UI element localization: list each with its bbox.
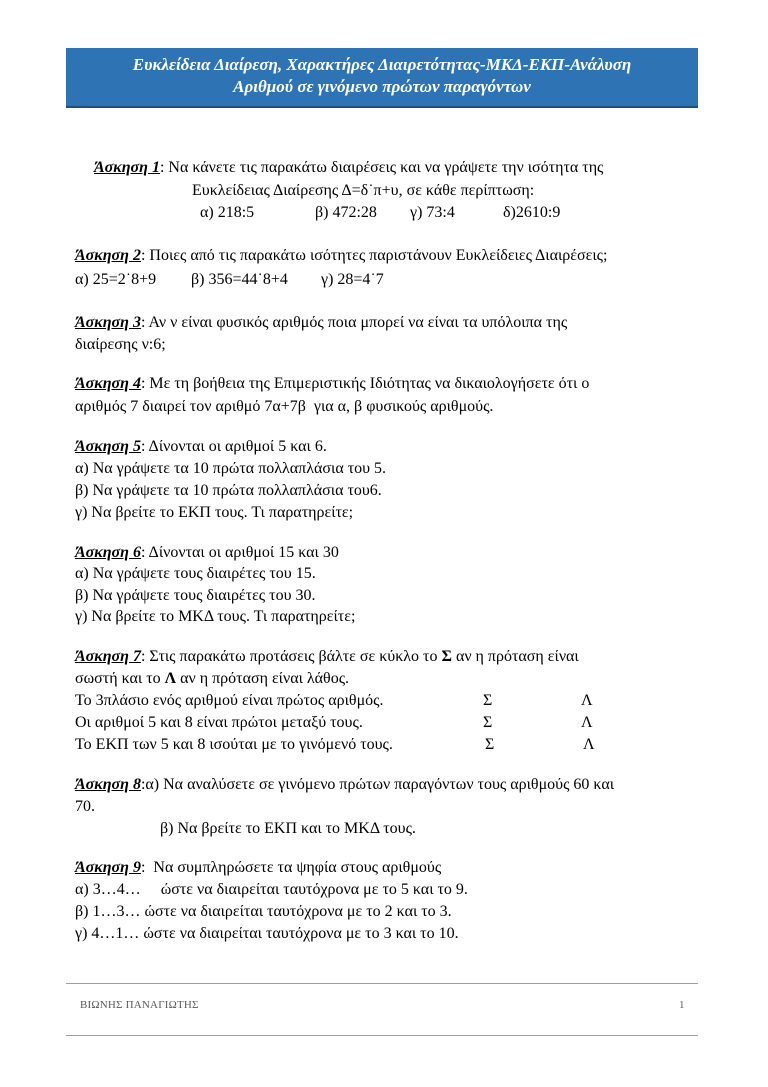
exercise-1-item-c: γ) 73:4 [410, 204, 455, 221]
exercise-5-label: Άσκηση 5 [75, 438, 141, 455]
exercise-1-label: Άσκηση 1 [94, 159, 160, 176]
exercise-9-text: : Να συμπληρώσετε τα ψηφία στους αριθμούς [140, 859, 442, 876]
exercise-9-label: Άσκηση 9 [75, 859, 141, 876]
exercise-9-line4: γ) 4…1… ώστε να διαιρείται ταυτόχρονα με το 3 και το 10. [75, 925, 459, 942]
statement-1-true: Σ [483, 692, 493, 709]
exercise-8-line2: 70. [75, 798, 95, 815]
footer-page-number: 1 [679, 999, 685, 1011]
exercise-9-line2: α) 3…4… ώστε να διαιρείται ταυτόχρονα με το 5 και το 9. [75, 881, 468, 898]
exercise-6-line4: γ) Να βρείτε το ΜΚΔ τους. Τι παρατηρείτε; [75, 608, 356, 625]
exercise-2-line1 [75, 246, 607, 266]
exercise-5-line4: γ) Να βρείτε το ΕΚΠ τους. Τι παρατηρείτε; [75, 504, 354, 521]
exercise-8-line3: β) Να βρείτε το ΕΚΠ και το ΜΚΔ τους. [160, 820, 416, 837]
exercise-8-label: Άσκηση 8 [75, 776, 141, 793]
exercise-7-text-c: σωστή και το [75, 670, 165, 687]
exercise-4-text: : Με τη βοήθεια της Επιμεριστικής Ιδιότητας να δικαιολογήσετε ότι ο [140, 375, 590, 392]
document-header [66, 48, 698, 108]
exercise-8-text: :α) Να αναλύσετε σε γινόμενο πρώτων παραγόντων τους αριθμούς 60 και [140, 776, 615, 793]
statement-2-true: Σ [483, 714, 493, 731]
footer-bottom-divider [66, 1035, 698, 1036]
statement-3-true: Σ [485, 736, 495, 753]
exercise-3-label: Άσκηση 3 [75, 314, 141, 331]
exercise-5-line3: β) Να γράψετε τα 10 πρώτα πολλαπλάσια του6. [75, 482, 382, 499]
exercise-7-text-b: αν η πρόταση είναι [451, 648, 579, 665]
statement-3-false: Λ [583, 736, 595, 753]
exercise-1-item-d: δ)2610:9 [503, 204, 561, 221]
statement-2-text: Οι αριθμοί 5 και 8 είναι πρώτοι μεταξύ τους. [75, 714, 363, 731]
exercise-7-sigma: Σ [441, 648, 452, 665]
exercise-5-text: : Δίνονται οι αριθμοί 5 και 6. [140, 438, 327, 455]
exercise-1-item-b: β) 472:28 [315, 204, 377, 221]
statement-1-text: Το 3πλάσιο ενός αριθμού είναι πρώτος αριθμός. [75, 692, 384, 709]
exercise-4-label: Άσκηση 4 [75, 375, 141, 392]
footer-divider [66, 983, 698, 984]
footer-author: ΒΙΩΝΗΣ ΠΑΝΑΓΙΩΤΗΣ [80, 999, 199, 1011]
exercise-7-text-a: : Στις παρακάτω προτάσεις βάλτε σε κύκλο το [140, 648, 442, 665]
exercise-2-item-a: α) 25=2˙8+9 [75, 271, 157, 288]
exercise-1-text: : Να κάνετε τις παρακάτω διαιρέσεις και να γράψετε την ισότητα της [159, 159, 604, 176]
exercise-6-line3: β) Να γράψετε τους διαιρέτες του 30. [75, 587, 316, 604]
exercise-5-line1 [75, 437, 327, 457]
exercise-1-line1 [94, 158, 603, 178]
exercise-2-item-c: γ) 28=4˙7 [321, 271, 384, 288]
exercise-1-line2: Ευκλείδειας Διαίρεσης Δ=δ˙π+υ, σε κάθε περίπτωση: [192, 182, 535, 199]
exercise-2-item-b: β) 356=44˙8+4 [191, 271, 288, 288]
exercise-4-line1 [75, 374, 589, 394]
exercise-6-line1 [75, 543, 339, 563]
statement-3-text: Το ΕΚΠ των 5 και 8 ισούται με το γινόμενό τους. [75, 736, 393, 753]
exercise-3-line1 [75, 313, 567, 333]
header-title-line2: Αριθμού σε γινόμενο πρώτων παραγόντων [233, 77, 531, 96]
statement-1-false: Λ [581, 692, 593, 709]
exercise-3-line2: διαίρεσης ν:6; [75, 336, 166, 353]
exercise-3-text: : Αν ν είναι φυσικός αριθμός ποια μπορεί να είναι τα υπόλοιπα της [140, 314, 568, 331]
exercise-7-line2 [75, 669, 349, 689]
exercise-6-label: Άσκηση 6 [75, 544, 141, 561]
exercise-2-text: : Ποιες από τις παρακάτω ισότητες παριστάνουν Ευκλείδειες Διαιρέσεις; [140, 247, 608, 264]
exercise-8-line1 [75, 775, 614, 795]
exercise-9-line3: β) 1…3… ώστε να διαιρείται ταυτόχρονα με το 2 και το 3. [75, 903, 452, 920]
exercise-7-line1 [75, 647, 579, 667]
header-title-line1: Ευκλείδεια Διαίρεση, Χαρακτήρες Διαιρετότητας-ΜΚΔ-ΕΚΠ-Ανάλυση [132, 55, 632, 74]
exercise-9-line1 [75, 858, 441, 878]
exercise-1-item-a: α) 218:5 [200, 204, 255, 221]
exercise-6-text: : Δίνονται οι αριθμοί 15 και 30 [140, 544, 339, 561]
exercise-6-line2: α) Να γράψετε τους διαιρέτες του 15. [75, 565, 316, 582]
exercise-7-lambda: Λ [164, 670, 177, 687]
exercise-7-text-d: αν η πρόταση είναι λάθος. [176, 670, 350, 687]
exercise-4-line2: αριθμός 7 διαιρεί τον αριθμό 7α+7β για α, β φυσικούς αριθμούς. [75, 398, 494, 415]
exercise-2-label: Άσκηση 2 [75, 247, 141, 264]
statement-2-false: Λ [581, 714, 593, 731]
exercise-5-line2: α) Να γράψετε τα 10 πρώτα πολλαπλάσια του 5. [75, 460, 387, 477]
exercise-7-label: Άσκηση 7 [75, 648, 141, 665]
